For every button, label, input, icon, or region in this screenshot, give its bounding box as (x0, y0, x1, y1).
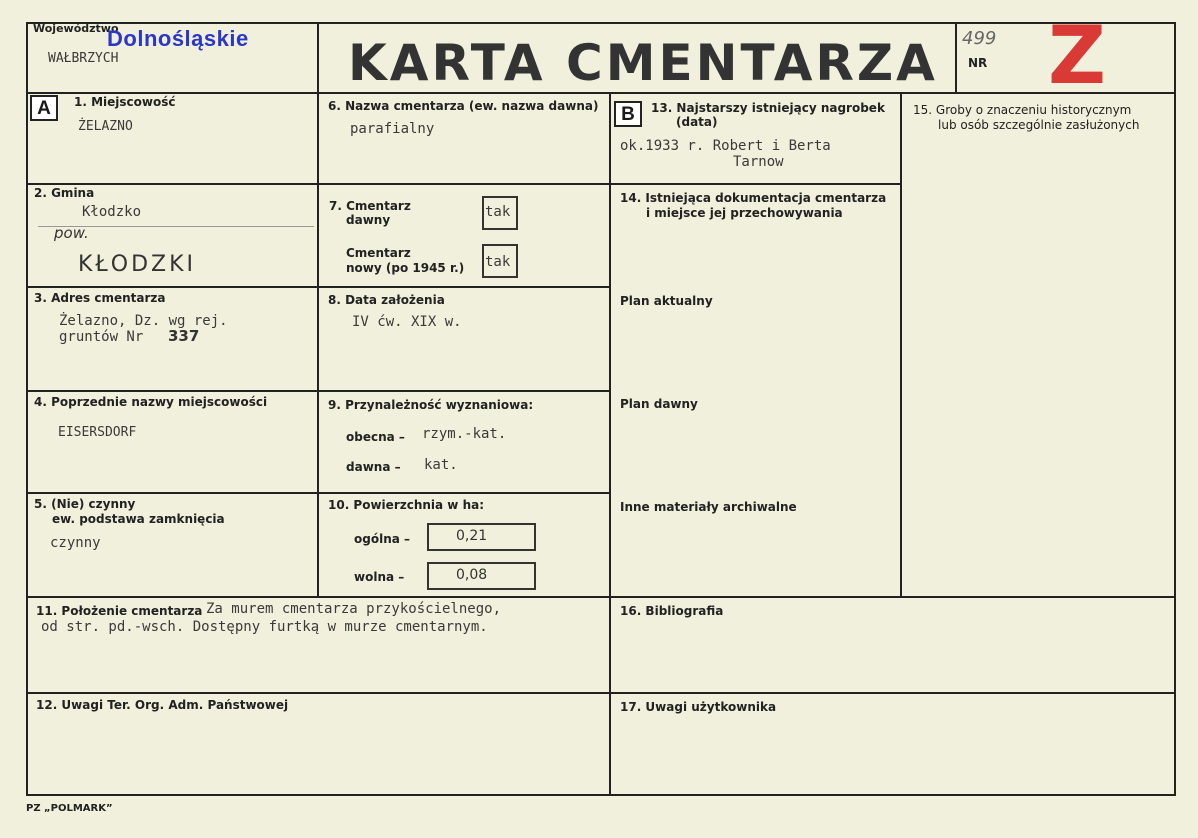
f4-value: EISERSDORF (58, 425, 137, 440)
printer-footer: PZ „POLMARK” (26, 803, 113, 814)
f9-dawna-value: kat. (424, 457, 458, 473)
f13-label1: 13. Najstarszy istniejący nagrobek (651, 101, 885, 115)
f10-wolna-value: 0,08 (456, 567, 488, 583)
f7-nowy-label1: Cmentarz (346, 246, 411, 260)
rule (26, 183, 901, 185)
f3-label: 3. Adres cmentarza (34, 291, 166, 305)
f5-value: czynny (50, 535, 101, 551)
f8-label: 8. Data założenia (328, 293, 445, 307)
f11-line2: od str. pd.-wsch. Dostępny furtką w murze cmentarnym. (41, 619, 488, 635)
section-a-marker: A (30, 95, 58, 121)
f7-dawny-value: tak (485, 204, 511, 220)
f9-obecna-value: rzym.-kat. (422, 426, 507, 442)
f4-label: 4. Poprzednie nazwy miejscowości (34, 395, 268, 409)
rule (26, 692, 1176, 694)
f10-ogolna-value: 0,21 (456, 528, 488, 544)
f13-label2: (data) (676, 115, 718, 129)
f2-pow: pow. (54, 224, 89, 242)
f14-plan-dawny: Plan dawny (620, 397, 698, 411)
f9-label: 9. Przynależność wyznaniowa: (328, 398, 534, 412)
card-title: KARTA CMENTARZA (348, 34, 938, 92)
rule (26, 794, 1176, 796)
rule (900, 92, 902, 598)
rule (317, 22, 319, 598)
f5-label1: 5. (Nie) czynny (34, 497, 136, 511)
wojewodztwo-label: Województwo (33, 22, 119, 35)
f2-value: Kłodzko (82, 204, 142, 220)
nr-handwritten: 499 (962, 28, 997, 49)
nr-label: NR (968, 56, 988, 70)
f7-nowy-label2: nowy (po 1945 r.) (346, 261, 465, 275)
f1-label: 1. Miejscowość (74, 95, 176, 109)
f17-label: 17. Uwagi użytkownika (620, 700, 777, 714)
rule (26, 596, 1176, 598)
f15-label1: 15. Groby o znaczeniu historycznym (913, 103, 1132, 117)
f12-label: 12. Uwagi Ter. Org. Adm. Państwowej (36, 698, 289, 712)
rule (26, 22, 1176, 24)
dolnoslaskie-stamp: Dolnośląskie (107, 26, 249, 51)
f14-plan-aktualny: Plan aktualny (620, 294, 713, 308)
f8-value: IV ćw. XIX w. (352, 314, 462, 330)
f9-obecna-label: obecna – (346, 430, 405, 444)
f14-inne-materialy: Inne materiały archiwalne (620, 500, 797, 514)
wojewodztwo-value: WAŁBRZYCH (48, 51, 119, 66)
f9-dawna-label: dawna – (346, 460, 401, 474)
f7-dawny-label2: dawny (346, 213, 391, 227)
f3-hand: 337 (168, 327, 200, 345)
f1-value: ŻELAZNO (78, 119, 133, 134)
f11-line1: Za murem cmentarza przykościelnego, (206, 601, 502, 617)
rule (26, 92, 1176, 94)
f5-label2: ew. podstawa zamknięcia (52, 512, 225, 526)
rule (955, 22, 957, 94)
f11-label: 11. Położenie cmentarza (36, 604, 203, 618)
rule (609, 92, 611, 796)
f14-label1: 14. Istniejąca dokumentacja cmentarza (620, 191, 887, 205)
f14-label2: i miejsce jej przechowywania (646, 206, 843, 220)
z-mark: Z (1048, 9, 1107, 102)
section-b-marker: B (614, 101, 642, 127)
f2-label: 2. Gmina (34, 186, 95, 200)
f10-label: 10. Powierzchnia w ha: (328, 498, 485, 512)
f3-line2: gruntów Nr (59, 329, 144, 345)
f13-line1: ok.1933 r. Robert i Berta (620, 138, 831, 154)
f10-wolna-label: wolna – (354, 570, 405, 584)
rule (26, 22, 28, 796)
f7-dawny-label1: 7. Cmentarz (329, 199, 411, 213)
f10-ogolna-label: ogólna – (354, 532, 411, 546)
rule (1174, 22, 1176, 796)
f6-value: parafialny (350, 121, 435, 137)
f2-hand: KŁODZKI (78, 252, 197, 277)
f7-nowy-value: tak (485, 254, 511, 270)
f6-label: 6. Nazwa cmentarza (ew. nazwa dawna) (328, 99, 599, 113)
f15-label2: lub osób szczególnie zasłużonych (938, 118, 1140, 132)
f16-label: 16. Bibliografia (620, 604, 724, 618)
f3-line1: Żelazno, Dz. wg rej. (59, 313, 228, 329)
f13-line2: Tarnow (733, 154, 784, 170)
